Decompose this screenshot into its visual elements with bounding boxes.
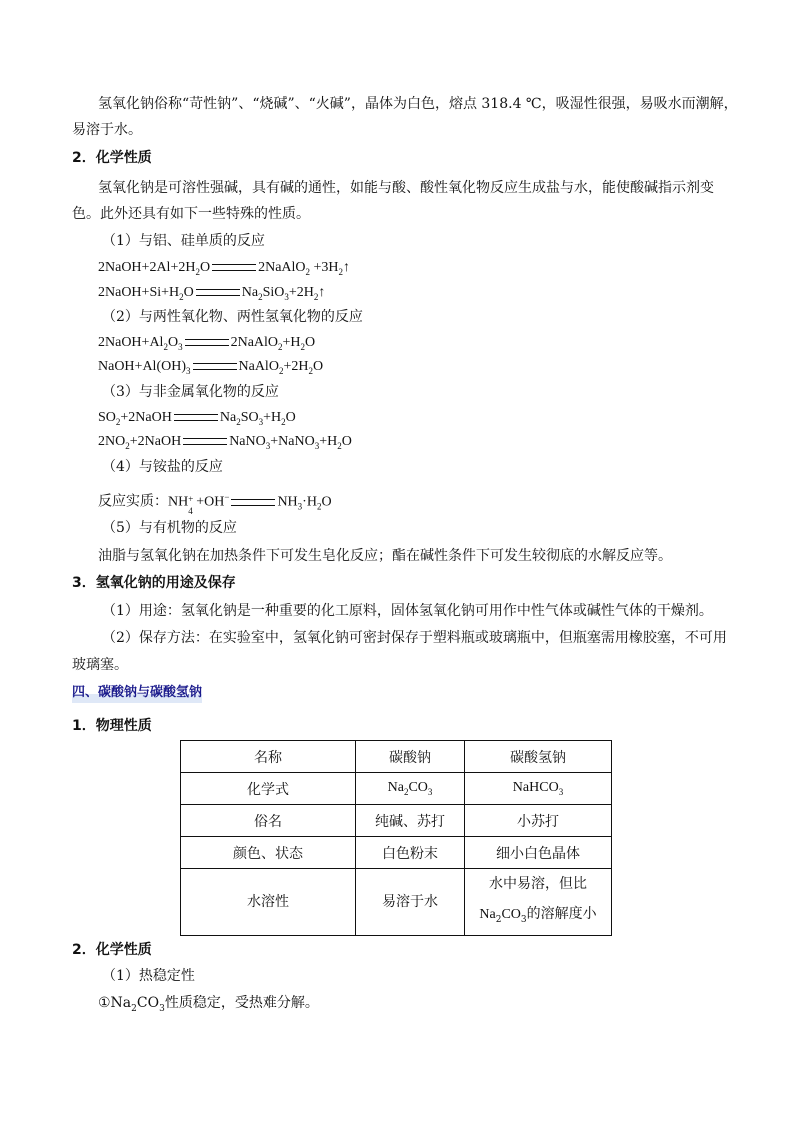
- equation-naoh-al2o3: $2NaOH+Al_2O_3$ $2NaAlO_2+H_2O$: [98, 335, 316, 352]
- table-cell: 白色粉末: [356, 837, 465, 869]
- paragraph-chemical-line2: 色。此外还具有如下一些特殊的性质。: [72, 206, 310, 222]
- subheading-nonmetal-oxides: （3）与非金属氧化物的反应: [102, 384, 279, 400]
- table-header-na2co3: 碳酸钠: [356, 741, 465, 773]
- table-cell: 易溶于水: [356, 869, 465, 936]
- paragraph-uses: （1）用途：氢氧化钠是一种重要的化工原料，固体氢氧化钠可用作中性气体或碱性气体的干燥剂。: [102, 603, 713, 619]
- paragraph-storage-line2: 玻璃塞。: [72, 657, 128, 673]
- equals-sign: [196, 289, 240, 296]
- equals-sign: [231, 499, 275, 506]
- table-cell-label: 俗名: [181, 805, 356, 837]
- table-header-nahco3: 碳酸氢钠: [465, 741, 612, 773]
- table-header-name: 名称: [181, 741, 356, 773]
- table-cell-label: 颜色、状态: [181, 837, 356, 869]
- table-cell-label: 水溶性: [181, 869, 356, 936]
- equals-sign: [185, 339, 229, 346]
- subheading-ammonium: （4）与铵盐的反应: [102, 459, 223, 475]
- table-row: [181, 869, 612, 936]
- equation-naoh-al: $2NaOH+2Al+2H_2O$ 2NaAlO$_2$ $+3H_2↑$: [98, 260, 351, 277]
- heading-physical-properties: 1．物理性质: [72, 718, 152, 734]
- subheading-thermal-stability: （1）热稳定性: [102, 968, 195, 984]
- subheading-al-si: （1）与铝、硅单质的反应: [102, 233, 265, 249]
- equation-no2-naoh: $2NO_2+2NaOH$ $NaNO_3+NaNO_3+H_2O$: [98, 434, 352, 451]
- equals-sign: [212, 264, 256, 271]
- table-cell: 小苏打: [465, 805, 612, 837]
- paragraph-chemical-line1: 氢氧化钠是可溶性强碱，具有碱的通性，如能与酸、酸性氧化物反应生成盐与水，能使酸碱指示剂变: [98, 180, 714, 196]
- heading-uses-storage: 3．氢氧化钠的用途及保存: [72, 575, 236, 591]
- equation-naoh-si: $2NaOH+Si+H_2O$ $Na_2SiO_3+2H_2↑$: [98, 285, 326, 302]
- paragraph-physical-line1: 氢氧化钠俗称“苛性钠”、“烧碱”、“火碱”，晶体为白色，熔点 318.4 ℃，吸湿性很强，易吸水而潮解，: [98, 96, 738, 112]
- table-row: [181, 741, 612, 773]
- equals-sign: [183, 438, 227, 445]
- subheading-amphoteric: （2）与两性氧化物、两性氢氧化物的反应: [102, 309, 363, 325]
- table-cell: 纯碱、苏打: [356, 805, 465, 837]
- equals-sign: [193, 363, 237, 370]
- table-row: [181, 805, 612, 837]
- table-row: [181, 773, 612, 805]
- subheading-organic: （5）与有机物的反应: [102, 520, 237, 536]
- table-cell-solubility-nahco3: 水中易溶，但比 $Na_2CO_3$的溶解度小: [465, 869, 612, 936]
- section-heading-carbonates: 四、碳酸钠与碳酸氢钠: [72, 683, 202, 703]
- table-cell-formula-nahco3: NaHCO$_3$: [465, 773, 612, 805]
- equals-sign: [174, 414, 218, 421]
- carbonate-comparison-table: [180, 740, 612, 936]
- heading-chemical-properties-2: 2．化学性质: [72, 942, 152, 958]
- table-row: [181, 837, 612, 869]
- paragraph-na2co3-stable: $①Na_2CO_3$性质稳定，受热难分解。: [98, 995, 319, 1014]
- equation-naoh-aloh3: $NaOH+Al(OH)_3$ $NaAlO_2+2H_2O$: [98, 359, 324, 376]
- table-cell-label: 化学式: [181, 773, 356, 805]
- equation-so2-naoh: $SO_2+2NaOH$ $Na_2SO_3+H_2O$: [98, 410, 296, 427]
- table-cell-formula-na2co3: $Na_2CO_3$: [356, 773, 465, 805]
- paragraph-storage-line1: （2）保存方法：在实验室中，氢氧化钠可密封保存于塑料瓶或玻璃瓶中，但瓶塞需用橡胶塞，不可用: [102, 630, 727, 646]
- equation-ammonium: 反应实质：NH + 4 +OH− $NH_3\cdot H_2O$: [98, 492, 332, 517]
- table-cell: 细小白色晶体: [465, 837, 612, 869]
- paragraph-saponification: 油脂与氢氧化钠在加热条件下可发生皂化反应；酯在碱性条件下可发生较彻底的水解反应等。: [98, 548, 672, 564]
- heading-chemical-properties: 2．化学性质: [72, 150, 152, 166]
- paragraph-physical-line2: 易溶于水。: [72, 122, 142, 138]
